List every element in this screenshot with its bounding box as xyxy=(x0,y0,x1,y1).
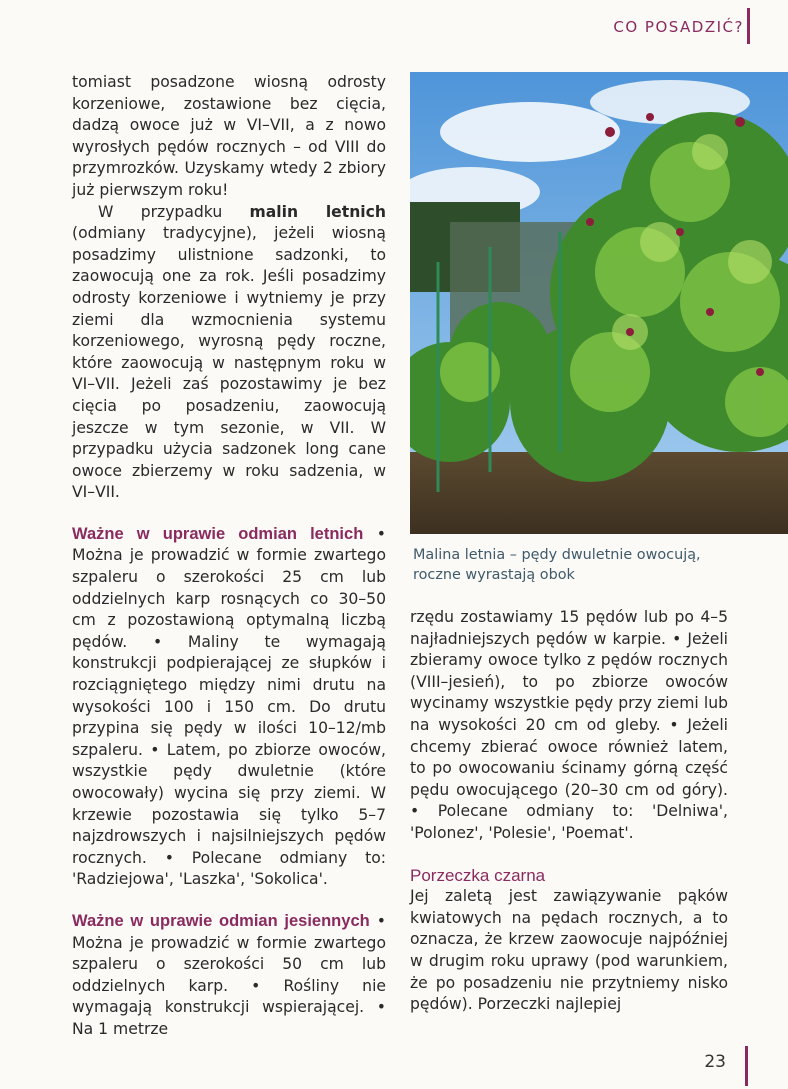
paragraph: rzędu zostawiamy 15 pędów lub po 4–5 najładniejszych pędów w karpie. • Jeżeli zbieramy owoce tylko z pędów rocznych (VIII–jesień), to po zbiorze owoców wycinamy wszystkie pędy przy ziemi lub na wysokości 20 cm od gleby. • Jeżeli chcemy zbierać owoce również latem, to po owocowaniu ścinamy górną część pędu owocującego (20–30 cm od góry). • Polecane odmiany to: 'Delniwa', 'Polonez', 'Polesie', 'Poemat'. xyxy=(410,608,728,842)
raspberry-photo-illustration xyxy=(410,72,788,534)
subheading-summer: Ważne w uprawie odmian letnich xyxy=(72,524,364,543)
header-accent-bar xyxy=(747,8,750,44)
section-header: CO POSADZIĆ? xyxy=(613,18,744,36)
text-run: • Można je prowadzić w formie zwartego szpaleru o szerokości 50 cm lub oddzielnych karp. • Rośliny nie wymagają konstrukcji wspierającej. • Na 1 metrze xyxy=(72,911,387,1038)
photo-caption: Malina letnia – pędy dwuletnie owocują, roczne wyrastają obok xyxy=(413,547,701,583)
paragraph: tomiast posadzone wiosną odrosty korzeniowe, zostawione bez cięcia, dadzą owoce już w VI–VII, a z nowo wyrosłych pędów rocznych – od VIII do przymrozków. Uzyskamy wtedy 2 zbiory już pierwszym roku! xyxy=(72,73,386,199)
footer-accent-bar xyxy=(745,1046,748,1086)
paragraph xyxy=(72,202,386,504)
subheading-blackcurrant: Porzeczka czarna xyxy=(410,865,546,885)
text-run: • Można je prowadzić w formie zwartego szpaleru o szerokości 25 cm lub oddzielnych karp rosnących co 30–50 cm z pozostawioną optymalną liczbą pędów. • Maliny te wymagają konstrukcji podpierającej ze słupków i rozciągniętego między nimi drutu na wysokości 100 i 150 cm. Do drutu przypina się pędy w ilości 10–12/mb szpaleru. • Latem, po zbiorze owoców, wszystkie pędy dwuletnie (które owocowały) wycina się przy ziemi. W krzewie pozostawia się tylko 5–7 najzdrowszych i najsilniejszych pędów rocznych. • Polecane odmiany to: 'Radziejowa', 'Laszka', 'Sokolica'. xyxy=(72,524,387,889)
text-run: W przypadku xyxy=(98,202,250,221)
raspberry-photo xyxy=(410,72,788,534)
paragraph: Jej zaletą jest zawiązywanie pąków kwiatowych na pędach rocznych, a to oznacza, że krzew zaowocuje najpóźniej w drugim roku uprawy (pod warunkiem, że po posadzeniu nie przytniemy nisko pędów). Porzeczki najlepiej xyxy=(410,887,728,1014)
text-run: (odmiany tradycyjne), jeżeli wiosną posadzimy ulistnione sadzonki, to zaowocują one za rok. Jeśli posadzimy odrosty korzeniowe i wytniemy je przy ziemi dla wzmocnienia systemu korzeniowego, wyrosną pędy roczne, które zaowocują w następnym roku w VI–VII. Jeżeli zaś pozostawimy je bez cięcia po posadzeniu, zaowocują jeszcze w tym sezonie, w VII. W przypadku użycia sadzonek long cane owoce zbierzemy w roku sadzenia, w VI–VII. xyxy=(72,224,386,502)
right-column xyxy=(410,607,728,1016)
paragraph xyxy=(72,524,386,891)
page-number: 23 xyxy=(704,1052,726,1072)
paragraph xyxy=(72,911,386,1041)
subheading-autumn: Ważne w uprawie odmian jesiennych xyxy=(72,911,370,930)
left-column xyxy=(72,72,386,1041)
bold-term: malin letnich xyxy=(249,202,386,221)
